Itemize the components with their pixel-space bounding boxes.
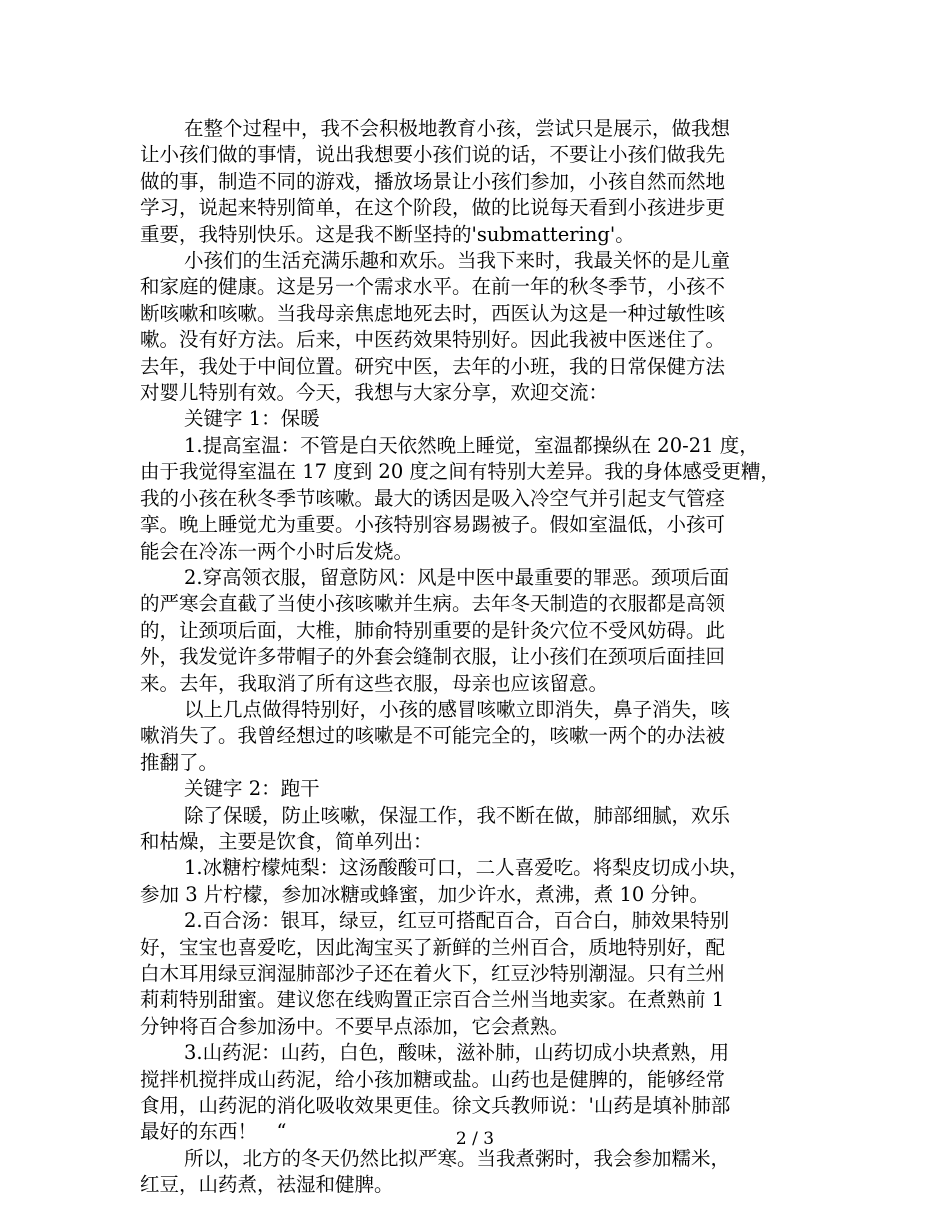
- paragraph-line: 由于我觉得室温在 17 度到 20 度之间有特别大差异。我的身体感受更糟，: [140, 460, 780, 484]
- paragraph: [140, 908, 830, 1040]
- paragraph-line: 搅拌机搅拌成山药泥，给小孩加糖或盐。山药也是健脾的，能够经常: [140, 1067, 726, 1091]
- document-body: [140, 116, 830, 1199]
- paragraph: [140, 565, 830, 697]
- paragraph-first-line: 小孩们的生活充满乐趣和欢乐。当我下来时，我最关怀的是儿童: [184, 249, 731, 273]
- paragraph-first-line: 3.山药泥：山药，白色，酸味，滋补肺，山药切成小块煮熟，用: [184, 1041, 730, 1065]
- paragraph-line: 食用，山药泥的消化吸收效果更佳。徐文兵教师说：'山药是填补肺部: [140, 1094, 731, 1118]
- paragraph: [140, 855, 830, 908]
- paragraph-line: 参加 3 片柠檬，参加冰糖或蜂蜜，加少许水，煮沸，煮 10 分钟。: [140, 882, 710, 906]
- paragraph-line: 嗽。没有好方法。后来，中医药效果特别好。因此我被中医迷住了。: [140, 328, 726, 352]
- paragraph-line: 白木耳用绿豆润湿肺部沙子还在着火下，红豆沙特别潮湿。只有兰州: [140, 962, 726, 985]
- paragraph: [140, 697, 830, 776]
- paragraph-first-line: 2.百合汤：银耳，绿豆，红豆可搭配百合，百合白，肺效果特别: [184, 909, 730, 933]
- paragraph-first-line: 所以，北方的冬天仍然比拟严寒。当我煮粥时，我会参加糯米，: [184, 1146, 731, 1170]
- paragraph: [140, 433, 830, 565]
- paragraph-first-line: 1.提高室温：不管是白天依然晚上睡觉，室温都操纵在 20-21 度，: [184, 433, 759, 457]
- paragraph-line: 我的小孩在秋冬季节咳嗽。最大的诱因是吸入冷空气并引起支气管痉: [140, 486, 726, 510]
- paragraph-first-line: 2.穿高领衣服，留意防风：风是中医中最重要的罪恶。颈项后面: [184, 565, 730, 589]
- paragraph-first-line: 1.冰糖柠檬炖梨：这汤酸酸可口，二人喜爱吃。将梨皮切成小块，: [184, 856, 749, 880]
- paragraph-line: 能会在冷冻一两个小时后发烧。: [140, 539, 414, 563]
- paragraph-line: 做的事，制造不同的游戏，播放场景让小孩们参加，小孩自然而然地: [140, 169, 726, 193]
- paragraph-line: 红豆，山药煮，祛湿和健脾。: [140, 1173, 394, 1197]
- paragraph-line: 和枯燥，主要是饮食，简单列出：: [140, 829, 433, 853]
- paragraph-first-line: 除了保暖，防止咳嗽，保湿工作，我不断在做，肺部细腻，欢乐: [184, 803, 731, 827]
- paragraph-line: 去年，我处于中间位置。研究中医，去年的小班，我的日常保健方法: [140, 354, 726, 378]
- paragraph-line: 的严寒会直截了当使小孩咳嗽并生病。去年冬天制造的衣服都是高领: [140, 592, 726, 616]
- page-number: 2 / 3: [455, 1129, 495, 1149]
- paragraph-first-line: 关键字 1：保暖: [184, 407, 320, 431]
- paragraph-line: 来。去年，我取消了所有这些衣服，母亲也应该留意。: [140, 671, 609, 695]
- paragraph-line: 学习，说起来特别简单，在这个阶段，做的比说每天看到小孩进步更: [140, 196, 726, 220]
- paragraph-first-line: 以上几点做得特别好，小孩的感冒咳嗽立即消失，鼻子消失，咳: [184, 697, 731, 721]
- paragraph-first-line: 关键字 2：跑干: [184, 777, 320, 801]
- paragraph: [140, 116, 830, 248]
- paragraph: [140, 248, 830, 406]
- paragraph: [140, 776, 830, 802]
- paragraph-first-line: 在整个过程中，我不会积极地教育小孩，尝试只是展示，做我想: [184, 117, 731, 140]
- paragraph-line: 推翻了。: [140, 750, 219, 774]
- paragraph-line: 分钟将百合参加汤中。不要早点添加，它会煮熟。: [140, 1014, 570, 1038]
- paragraph: [140, 803, 830, 856]
- paragraph-line: 嗽消失了。我曾经想过的咳嗽是不可能完全的，咳嗽一两个的办法被: [140, 724, 726, 748]
- paragraph-line: 挛。晚上睡觉尤为重要。小孩特别容易踢被子。假如室温低，小孩可: [140, 513, 726, 537]
- paragraph-line: 断咳嗽和咳嗽。当我母亲焦虑地死去时，西医认为这是一种过敏性咳: [140, 301, 726, 325]
- paragraph-line: 的，让颈项后面，大椎，肺俞特别重要的是针灸穴位不受风妨碍。此: [140, 618, 726, 642]
- paragraph-line: 莉莉特别甜蜜。建议您在线购置正宗百合兰州当地卖家。在煮熟前 1: [140, 988, 725, 1012]
- paragraph-line: 重要，我特别快乐。这是我不断坚持的'submattering'。: [140, 222, 635, 246]
- paragraph-line: 让小孩们做的事情，说出我想要小孩们说的话，不要让小孩们做我先: [140, 143, 726, 167]
- paragraph-line: 最好的东西！ “: [140, 1120, 287, 1144]
- paragraph: [140, 1146, 830, 1199]
- paragraph-line: 外，我发觉许多带帽子的外套会缝制衣服，让小孩们在颈项后面挂回: [140, 645, 726, 669]
- paragraph-line: 和家庭的健康。这是另一个需求水平。在前一年的秋冬季节，小孩不: [140, 275, 726, 299]
- paragraph: [140, 406, 830, 432]
- paragraph-line: 好，宝宝也喜爱吃，因此淘宝买了新鲜的兰州百合，质地特别好，配: [140, 935, 726, 959]
- paragraph-line: 对婴儿特别有效。今天，我想与大家分享，欢迎交流：: [140, 381, 609, 405]
